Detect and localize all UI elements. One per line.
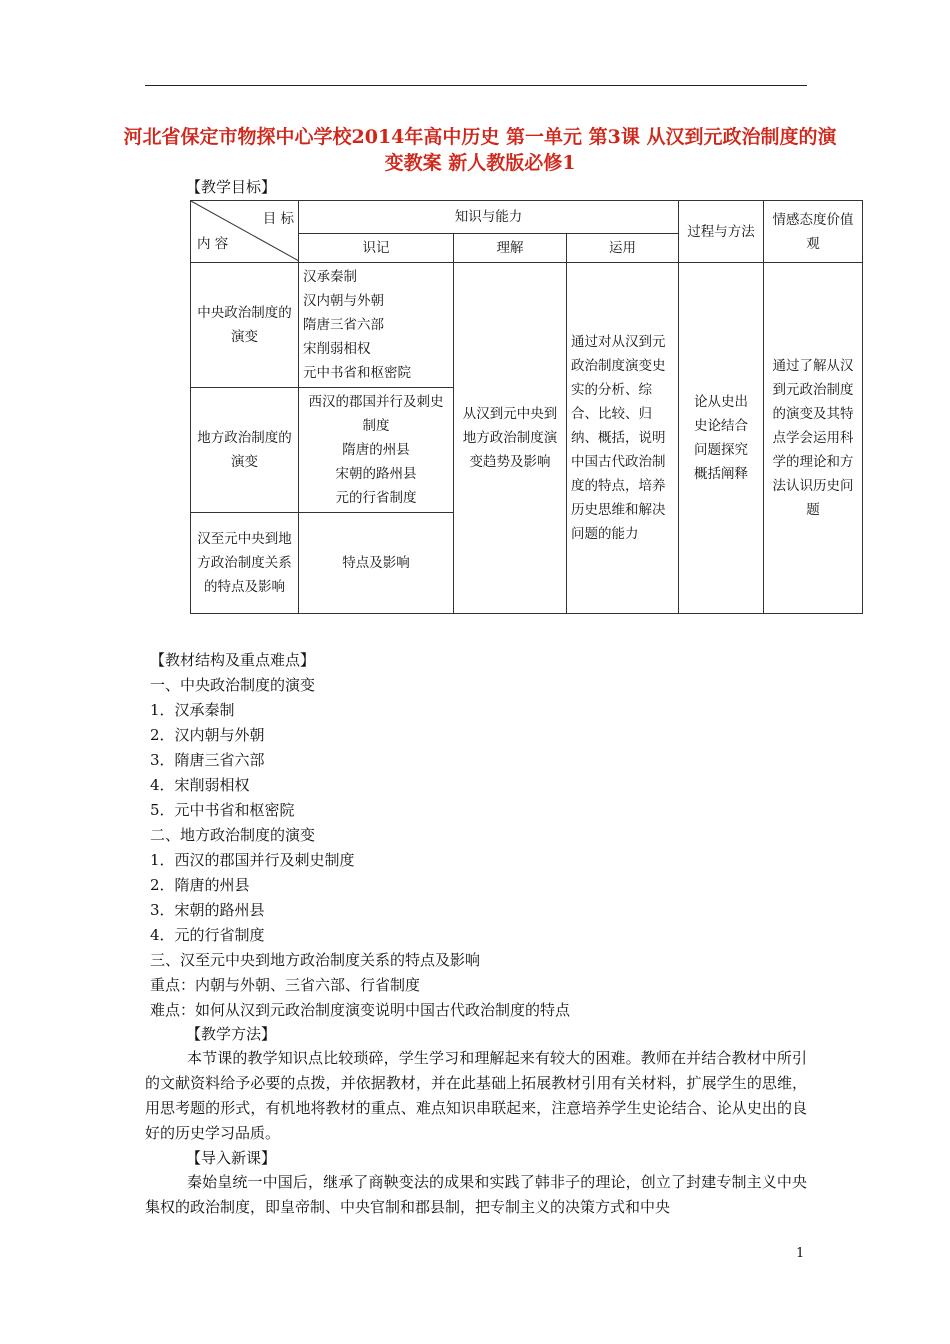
row2-label: 地方政治制度的演变 xyxy=(191,388,299,513)
list-item: 概括阐释 xyxy=(694,466,748,482)
intro-heading: 【导入新课】 xyxy=(186,1149,277,1167)
emotion-cell: 通过了解从汉到元政治制度的演变及其特点学会运用科学的理论和方法认识历史问题 xyxy=(764,263,863,614)
list-item: 隋唐的州县 xyxy=(342,442,410,458)
list-item: 元的行省制度 xyxy=(335,490,417,506)
list-item: 汉内朝与外朝 xyxy=(303,293,384,309)
page-number: 1 xyxy=(796,1246,805,1261)
document-title: 河北省保定市物探中心学校2014年高中历史 第一单元 第3课 从汉到元政治制度的演变教案 新人教版必修1 xyxy=(123,126,837,174)
process-cell xyxy=(679,263,764,614)
difficult-points: 难点：如何从汉到元政治制度演变说明中国古代政治制度的特点 xyxy=(150,1001,571,1019)
row3-memory: 特点及影响 xyxy=(299,513,454,614)
outline-line: 4．宋削弱相权 xyxy=(150,776,250,794)
method-heading: 【教学方法】 xyxy=(186,1025,277,1043)
list-item: 史论结合 xyxy=(694,418,748,434)
outline-line: 二、地方政治制度的演变 xyxy=(150,826,316,844)
apply-cell: 通过对从汉到元政治制度演变史实的分析、综合、比较、归纳、概括，说明中国古代政治制度的特点，培养历史思维和解决问题的能力 xyxy=(567,263,679,614)
header-memory: 识记 xyxy=(299,234,454,263)
outline-line: 1．汉承秦制 xyxy=(150,701,235,719)
teaching-goals-table xyxy=(190,200,863,614)
header-apply: 运用 xyxy=(567,234,679,263)
understand-cell: 从汉到元中央到地方政治制度演变趋势及影响 xyxy=(454,263,567,614)
outline-line: 三、汉至元中央到地方政治制度关系的特点及影响 xyxy=(150,951,481,969)
header-rule xyxy=(145,85,807,86)
row2-memory-list xyxy=(299,388,454,513)
list-item: 汉承秦制 xyxy=(303,269,357,285)
list-item: 隋唐三省六部 xyxy=(303,317,384,333)
outline-line: 1．西汉的郡国并行及刺史制度 xyxy=(150,851,355,869)
header-knowledge: 知识与能力 xyxy=(299,201,679,234)
list-item: 问题探究 xyxy=(694,442,748,458)
list-item: 论从史出 xyxy=(694,394,748,410)
structure-heading: 【教材结构及重点难点】 xyxy=(150,651,316,669)
row3-label: 汉至元中央到地方政治制度关系的特点及影响 xyxy=(191,513,299,614)
header-emotion: 情感态度价值观 xyxy=(764,201,863,263)
method-paragraph: 本节课的教学知识点比较琐碎，学生学习和理解起来有较大的困难。教师在并结合教材中所引的文献资料给予必要的点拨，并依据教材，并在此基础上拓展教材引用有关材料，扩展学生的思维，用思考题的形式，有机地将教材的重点、难点知识串联起来，注意培养学生史论结合、论从史出的良好的历史学习品质。 xyxy=(145,1049,807,1142)
key-points: 重点：内朝与外朝、三省六部、行省制度 xyxy=(150,976,421,994)
intro-paragraph: 秦始皇统一中国后，继承了商鞅变法的成果和实践了韩非子的理论，创立了封建专制主义中央集权的政治制度，即皇帝制、中央官制和郡县制，把专制主义的决策方式和中央 xyxy=(145,1173,807,1216)
list-item: 元中书省和枢密院 xyxy=(303,365,411,381)
outline-line: 2．隋唐的州县 xyxy=(150,876,250,894)
table-corner-cell xyxy=(191,201,299,263)
list-item: 宋削弱相权 xyxy=(303,341,371,357)
header-understand: 理解 xyxy=(454,234,567,263)
outline-line: 一、中央政治制度的演变 xyxy=(150,676,316,694)
row1-label: 中央政治制度的演变 xyxy=(191,263,299,388)
outline-line: 2．汉内朝与外朝 xyxy=(150,726,265,744)
goals-heading: 【教学目标】 xyxy=(186,178,277,196)
outline-line: 3．隋唐三省六部 xyxy=(150,751,265,769)
corner-top-label: 目 标 xyxy=(262,211,294,227)
list-item: 宋朝的路州县 xyxy=(335,466,417,482)
outline-line: 4．元的行省制度 xyxy=(150,926,265,944)
list-item: 西汉的郡国并行及刺史制度 xyxy=(308,394,444,434)
outline-line: 5．元中书省和枢密院 xyxy=(150,801,295,819)
header-process: 过程与方法 xyxy=(679,201,764,263)
row1-memory-list xyxy=(299,263,454,388)
corner-bottom-label: 内 容 xyxy=(197,236,229,252)
outline-line: 3．宋朝的路州县 xyxy=(150,901,265,919)
